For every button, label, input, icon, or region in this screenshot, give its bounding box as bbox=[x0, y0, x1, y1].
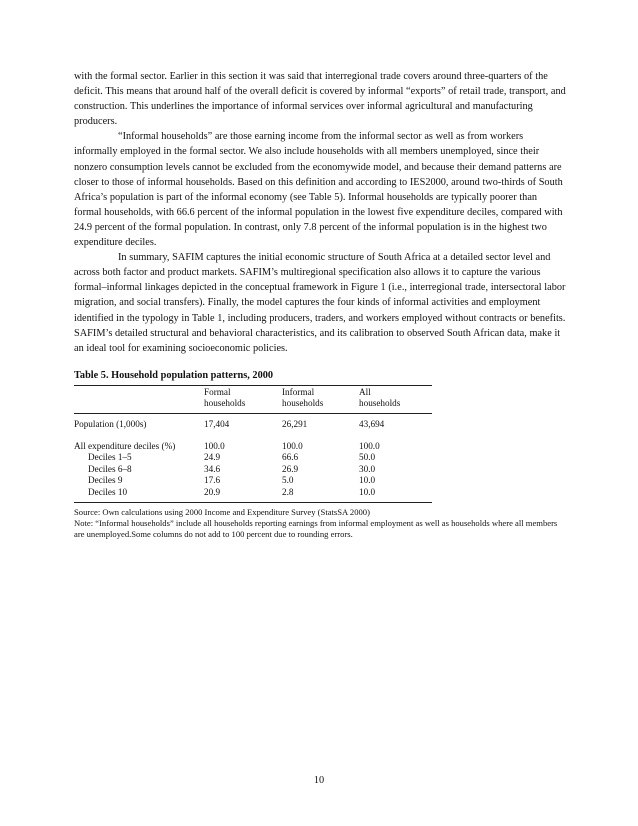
cell-informal: 2.8 bbox=[282, 487, 359, 502]
paragraph-summary: In summary, SAFIM captures the initial economic structure of South Africa at a detailed sector level and across both factor and product markets. SAFIM’s multiregional specification also allows it to capture the various formal–informal linkages depicted in the conceptual framework in Figure 1 (i.e., interregional trade, intersectoral labor migration, and social transfers). Finally, the model captures the four kinds of informal activities and employment identified in the typology in Table 1, including producers, traders, and workers employed without contracts or benefits. SAFIM’s detailed structural and behavioral characteristics, and its calibration to observed South African data, make it an ideal tool for examining socioeconomic policies. bbox=[74, 252, 566, 354]
table-header-informal: Informal households bbox=[282, 385, 359, 413]
cell-informal: 5.0 bbox=[282, 475, 294, 486]
table-header-label bbox=[74, 385, 204, 413]
paragraph-informal-households: “Informal households” are those earning income from the informal sector as well as from workers informally employed in the formal sector. We also include households with all members unemployed, since their nonzero consumption levels cannot be excluded from the economywide model, and because their demand patterns are closer to those of informal households. Based on this definition and according to IES2000, around two-thirds of South Africa’s population is part of the informal economy (see Table 5). Informal households are typically poorer than formal households, with 66.6 percent of the informal population in the lowest five expenditure deciles, compared with 24.9 percent of the formal population. In contrast, only 7.8 percent of the informal population is in the highest two expenditure deciles. bbox=[74, 131, 563, 249]
household-population-table bbox=[74, 385, 432, 503]
table-header-formal: Formal households bbox=[204, 385, 282, 413]
page-number: 10 bbox=[313, 775, 325, 786]
cell-informal: 100.0 bbox=[282, 440, 303, 451]
table-source: Source: Own calculations using 2000 Income and Expenditure Survey (StatsSA 2000) bbox=[74, 506, 370, 517]
row-label: Deciles 6–8 bbox=[88, 463, 132, 474]
document-page bbox=[74, 69, 566, 541]
table-spacer bbox=[74, 431, 432, 441]
cell-all: 50.0 bbox=[359, 452, 376, 463]
table-note: Note: “Informal households” include all households reporting earnings from informal employment as well as households where all members are unemployed.Some columns do not add to 100 percent due to rounding errors. bbox=[74, 517, 558, 540]
cell-informal: 66.6 bbox=[282, 452, 299, 463]
paragraph-formal-sector: with the formal sector. Earlier in this section it was said that interregional trade covers around three-quarters of the deficit. This means that around half of the overall deficit is covered by informal “exports” of retail trade, transport, and construction. This underlines the importance of informal services over informal agricultural and manufacturing producers. bbox=[74, 71, 566, 128]
table-title: Table 5. Household population patterns, 2000 bbox=[74, 369, 274, 381]
row-label: Population (1,000s) bbox=[74, 418, 147, 429]
cell-informal: 26,291 bbox=[282, 418, 308, 429]
cell-formal: 34.6 bbox=[204, 463, 221, 474]
table-row-deciles-1-5 bbox=[74, 452, 432, 464]
row-label: Deciles 1–5 bbox=[88, 452, 132, 463]
row-label: Deciles 9 bbox=[88, 475, 123, 486]
cell-informal: 26.9 bbox=[282, 463, 299, 474]
cell-formal: 24.9 bbox=[204, 452, 221, 463]
cell-formal: 17,404 bbox=[204, 418, 230, 429]
cell-all: 43,694 bbox=[359, 418, 385, 429]
table-header-all: All households bbox=[359, 385, 432, 413]
cell-all: 10.0 bbox=[359, 475, 376, 486]
cell-formal: 20.9 bbox=[204, 487, 282, 502]
table-row-population bbox=[74, 413, 432, 430]
table-row-deciles-10 bbox=[74, 487, 432, 502]
row-label: Deciles 10 bbox=[74, 487, 204, 502]
row-label: All expenditure deciles (%) bbox=[74, 440, 176, 451]
cell-formal: 100.0 bbox=[204, 440, 225, 451]
table-row-deciles-6-8 bbox=[74, 464, 432, 476]
table-notes bbox=[74, 507, 564, 541]
cell-all: 10.0 bbox=[359, 487, 432, 502]
cell-formal: 17.6 bbox=[204, 475, 221, 486]
cell-all: 30.0 bbox=[359, 463, 376, 474]
cell-all: 100.0 bbox=[359, 440, 380, 451]
table-row-deciles-9 bbox=[74, 475, 432, 487]
table-header-row bbox=[74, 385, 432, 413]
table-row-all-deciles bbox=[74, 441, 432, 453]
